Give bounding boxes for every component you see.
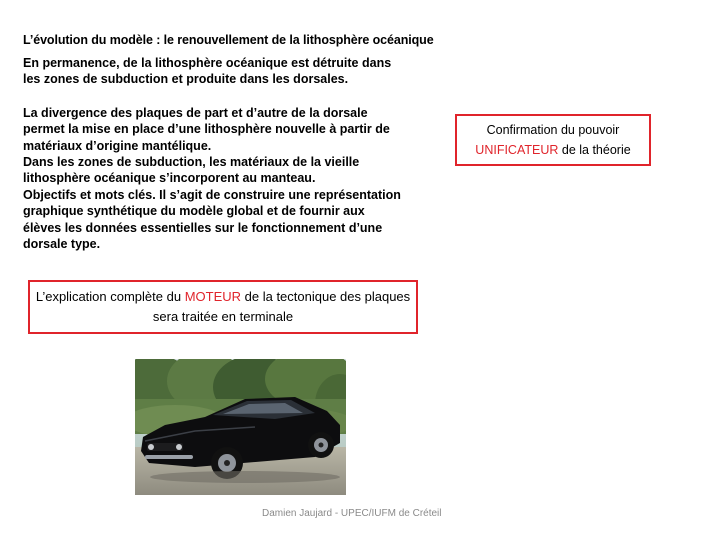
motor-callout-after: de la tectonique des plaques sera traitée en terminale bbox=[152, 289, 411, 324]
footer-credit: Damien Jaujard - UPEC/IUFM de Créteil bbox=[262, 508, 442, 519]
body-paragraph-1: En permanence, de la lithosphère océanique est détruite dans les zones de subduction et produite dans les dorsales. bbox=[23, 56, 392, 87]
slide-title: L’évolution du modèle : le renouvellement de la lithosphère océanique bbox=[23, 33, 434, 47]
body-paragraph-4: Objectifs et mots clés. Il s’agit de construire une représentation graphique synthétique du modèle global et de fournir aux élèves les données essentielles sur le fonctionnement d’une dorsale type. bbox=[23, 188, 401, 252]
unifier-callout-rest: de la théorie bbox=[558, 143, 631, 157]
motor-highlight: MOTEUR bbox=[184, 289, 242, 304]
unifier-callout-box bbox=[455, 114, 651, 166]
unifier-callout-line1: Confirmation du pouvoir bbox=[486, 123, 620, 137]
car-photo bbox=[135, 359, 346, 495]
motor-callout-box bbox=[28, 280, 418, 334]
motor-callout-before: L’explication complète du bbox=[35, 289, 185, 304]
body-paragraph-2: La divergence des plaques de part et d’autre de la dorsale permet la mise en place d’une lithosphère nouvelle à partir de matériaux d’origine mantélique. bbox=[23, 106, 390, 153]
car-illustration bbox=[135, 359, 346, 495]
unifier-highlight: UNIFICATEUR bbox=[475, 143, 559, 157]
body-paragraph-3: Dans les zones de subduction, les matériaux de la vieille lithosphère océanique s’incorporent au manteau. bbox=[23, 155, 360, 186]
